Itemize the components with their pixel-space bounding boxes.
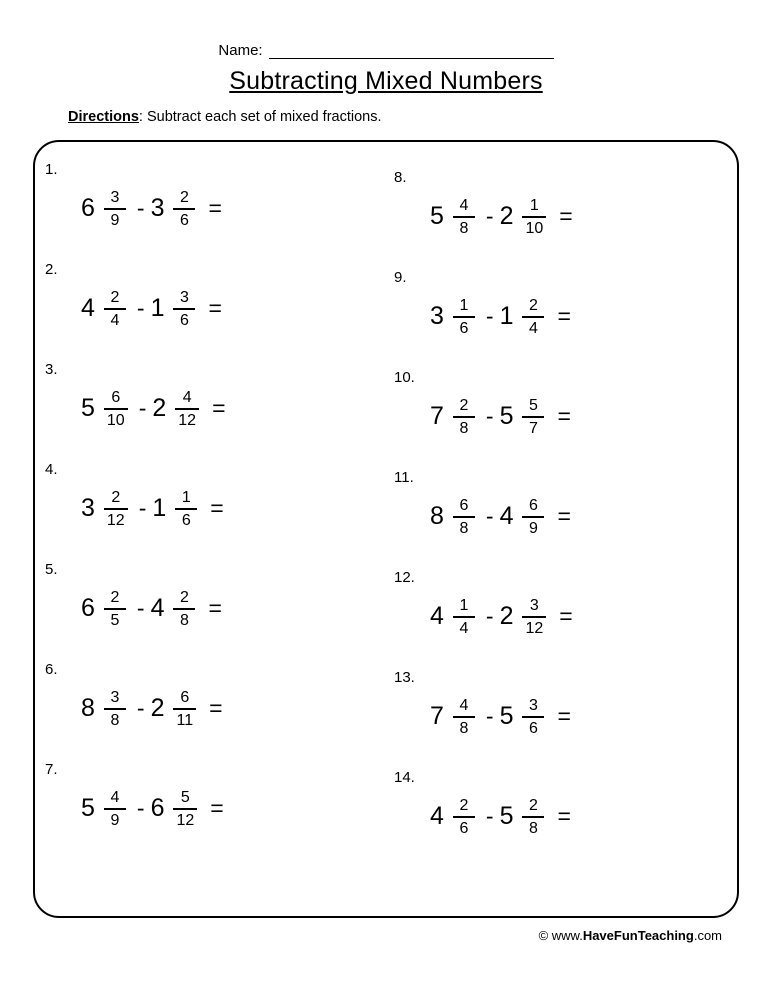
whole-number-1: 4: [81, 294, 95, 322]
problem-number: 4.: [45, 461, 58, 478]
problem-expression: [79, 387, 226, 429]
minus-sign: -: [485, 203, 494, 229]
problem-expression: [428, 295, 571, 337]
fraction-bar: [453, 416, 475, 418]
whole-number-1: 4: [430, 802, 444, 830]
problem-11: [394, 458, 739, 558]
problem-12: [394, 558, 739, 658]
denominator: 4: [110, 311, 120, 329]
problem-number: 12.: [394, 569, 415, 586]
equals-sign: =: [557, 303, 571, 329]
problem-expression: [428, 695, 571, 737]
denominator: 9: [110, 811, 120, 829]
numerator: 3: [110, 189, 120, 207]
equals-sign: =: [208, 595, 222, 621]
fraction-1: [104, 388, 128, 430]
denominator: 5: [110, 611, 120, 629]
whole-number-2: 4: [499, 502, 514, 530]
fraction-bar: [104, 308, 126, 310]
whole-number-2: 4: [150, 594, 165, 622]
fraction-1: [453, 696, 475, 738]
fraction-bar: [173, 708, 196, 710]
whole-number-1: 7: [430, 402, 444, 430]
whole-number-1: 6: [81, 194, 95, 222]
footer-copyright: © www.: [538, 928, 583, 943]
fraction-1: [104, 588, 126, 630]
problem-number: 11.: [394, 469, 414, 486]
problem-number: 1.: [45, 161, 58, 178]
numerator: 2: [180, 189, 189, 207]
denominator: 12: [525, 619, 544, 637]
problem-expression: [79, 587, 222, 629]
fraction-bar: [453, 516, 475, 518]
fraction-bar: [173, 608, 195, 610]
whole-number-2: 1: [499, 302, 514, 330]
fraction-2: [522, 396, 544, 438]
denominator: 8: [180, 611, 189, 629]
whole-number-2: 2: [152, 394, 167, 422]
denominator: 10: [106, 411, 125, 429]
directions-text: : Subtract each set of mixed fractions.: [138, 109, 382, 125]
problem-expression: [79, 787, 224, 829]
problem-7: [45, 750, 386, 850]
minus-sign: -: [136, 595, 145, 621]
problem-number: 8.: [394, 169, 407, 186]
whole-number-1: 5: [430, 202, 444, 230]
numerator: 1: [529, 197, 539, 215]
minus-sign: -: [136, 195, 145, 221]
numerator: 6: [111, 389, 121, 407]
equals-sign: =: [212, 395, 226, 421]
denominator: 6: [181, 511, 191, 529]
fraction-bar: [522, 316, 544, 318]
denominator: 4: [529, 319, 538, 337]
problem-expression: [79, 487, 224, 529]
fraction-bar: [104, 508, 128, 510]
denominator: 7: [529, 419, 538, 437]
problem-expression: [428, 595, 573, 637]
footer-tld: .com: [693, 928, 722, 943]
equals-sign: =: [557, 403, 571, 429]
problem-2: [45, 250, 386, 350]
numerator: 3: [110, 689, 120, 707]
problem-14: [394, 758, 739, 858]
equals-sign: =: [210, 495, 224, 521]
problem-1: [45, 150, 386, 250]
whole-number-2: 5: [499, 802, 514, 830]
denominator: 9: [110, 211, 120, 229]
whole-number-1: 8: [81, 694, 95, 722]
fraction-1: [104, 488, 128, 530]
denominator: 11: [176, 711, 194, 729]
minus-sign: -: [485, 803, 494, 829]
fraction-bar: [522, 516, 544, 518]
equals-sign: =: [208, 195, 222, 221]
numerator: 4: [182, 389, 192, 407]
fraction-bar: [522, 616, 546, 618]
problem-expression: [79, 287, 222, 329]
fraction-1: [104, 788, 126, 830]
fraction-bar: [453, 816, 475, 818]
problem-expression: [428, 795, 571, 837]
whole-number-1: 8: [430, 502, 444, 530]
fraction-1: [104, 188, 126, 230]
fraction-2: [522, 796, 544, 838]
fraction-bar: [453, 316, 475, 318]
numerator: 6: [180, 689, 190, 707]
problem-expression: [79, 687, 223, 729]
numerator: 2: [111, 489, 121, 507]
numerator: 4: [459, 197, 469, 215]
fraction-2: [175, 488, 197, 530]
whole-number-1: 3: [81, 494, 95, 522]
denominator: 8: [459, 419, 469, 437]
fraction-bar: [522, 816, 544, 818]
whole-number-1: 5: [81, 794, 95, 822]
fraction-bar: [104, 808, 126, 810]
problem-number: 9.: [394, 269, 407, 286]
denominator: 12: [176, 811, 195, 829]
numerator: 2: [529, 297, 538, 315]
minus-sign: -: [485, 503, 494, 529]
fraction-bar: [173, 308, 195, 310]
fraction-bar: [453, 216, 475, 218]
whole-number-2: 6: [150, 794, 165, 822]
problem-expression: [79, 187, 222, 229]
denominator: 8: [459, 519, 469, 537]
fraction-bar: [453, 716, 475, 718]
minus-sign: -: [485, 603, 494, 629]
fraction-1: [453, 296, 475, 338]
minus-sign: -: [138, 495, 147, 521]
minus-sign: -: [485, 403, 494, 429]
problem-number: 3.: [45, 361, 58, 378]
equals-sign: =: [210, 795, 224, 821]
fraction-2: [522, 296, 544, 338]
denominator: 6: [459, 819, 469, 837]
denominator: 10: [525, 219, 544, 237]
minus-sign: -: [136, 695, 145, 721]
numerator: 1: [459, 597, 469, 615]
directions: [68, 108, 382, 126]
fraction-bar: [522, 716, 544, 718]
problem-number: 10.: [394, 369, 415, 386]
numerator: 5: [529, 397, 538, 415]
fraction-2: [522, 196, 546, 238]
problems-column-right: [386, 150, 739, 910]
fraction-2: [522, 596, 546, 638]
problem-10: [394, 358, 739, 458]
fraction-2: [173, 188, 195, 230]
problem-expression: [428, 195, 573, 237]
minus-sign: -: [136, 295, 145, 321]
problem-number: 13.: [394, 669, 415, 686]
minus-sign: -: [138, 395, 147, 421]
numerator: 6: [459, 497, 469, 515]
fraction-bar: [173, 208, 195, 210]
denominator: 6: [180, 311, 189, 329]
denominator: 8: [459, 219, 469, 237]
fraction-2: [173, 588, 195, 630]
denominator: 4: [459, 619, 469, 637]
whole-number-1: 7: [430, 702, 444, 730]
whole-number-2: 3: [150, 194, 165, 222]
denominator: 12: [106, 511, 125, 529]
whole-number-2: 2: [150, 694, 165, 722]
fraction-bar: [453, 616, 475, 618]
numerator: 4: [110, 789, 120, 807]
whole-number-1: 3: [430, 302, 444, 330]
minus-sign: -: [485, 703, 494, 729]
denominator: 9: [529, 519, 538, 537]
numerator: 3: [529, 597, 539, 615]
equals-sign: =: [557, 803, 571, 829]
fraction-2: [522, 696, 544, 738]
name-row: [0, 42, 772, 59]
equals-sign: =: [557, 503, 571, 529]
fraction-2: [173, 788, 197, 830]
fraction-1: [453, 596, 475, 638]
numerator: 1: [181, 489, 191, 507]
problem-expression: [428, 495, 571, 537]
equals-sign: =: [559, 203, 573, 229]
whole-number-2: 1: [152, 494, 167, 522]
denominator: 6: [459, 319, 469, 337]
fraction-1: [453, 196, 475, 238]
problem-number: 7.: [45, 761, 58, 778]
problem-8: [394, 158, 739, 258]
problem-9: [394, 258, 739, 358]
denominator: 12: [178, 411, 197, 429]
fraction-bar: [175, 408, 199, 410]
problem-3: [45, 350, 386, 450]
fraction-bar: [104, 608, 126, 610]
fraction-bar: [173, 808, 197, 810]
numerator: 5: [180, 789, 190, 807]
problem-13: [394, 658, 739, 758]
equals-sign: =: [559, 603, 573, 629]
name-label: Name:: [218, 42, 263, 59]
numerator: 2: [180, 589, 189, 607]
numerator: 2: [529, 797, 538, 815]
minus-sign: -: [136, 795, 145, 821]
numerator: 1: [459, 297, 469, 315]
numerator: 4: [459, 697, 469, 715]
footer-credit: [0, 928, 772, 944]
numerator: 6: [529, 497, 538, 515]
problem-number: 5.: [45, 561, 58, 578]
minus-sign: -: [485, 303, 494, 329]
whole-number-2: 5: [499, 702, 514, 730]
fraction-bar: [522, 216, 546, 218]
fraction-bar: [104, 708, 126, 710]
fraction-bar: [522, 416, 544, 418]
whole-number-2: 1: [150, 294, 165, 322]
fraction-2: [173, 688, 196, 730]
whole-number-2: 5: [499, 402, 514, 430]
numerator: 2: [459, 397, 469, 415]
equals-sign: =: [208, 295, 222, 321]
denominator: 8: [110, 711, 120, 729]
fraction-2: [175, 388, 199, 430]
page-title: Subtracting Mixed Numbers: [229, 67, 543, 95]
denominator: 8: [459, 719, 469, 737]
problem-number: 14.: [394, 769, 415, 786]
denominator: 8: [529, 819, 538, 837]
directions-label: Directions: [68, 109, 139, 125]
problem-6: [45, 650, 386, 750]
denominator: 6: [180, 211, 189, 229]
fraction-bar: [104, 408, 128, 410]
numerator: 2: [110, 289, 120, 307]
numerator: 3: [180, 289, 189, 307]
fraction-1: [104, 688, 126, 730]
name-write-line[interactable]: [269, 42, 554, 59]
fraction-1: [453, 796, 475, 838]
problem-expression: [428, 395, 571, 437]
whole-number-1: 5: [81, 394, 95, 422]
fraction-1: [453, 496, 475, 538]
problem-4: [45, 450, 386, 550]
numerator: 2: [110, 589, 120, 607]
equals-sign: =: [557, 703, 571, 729]
numerator: 2: [459, 797, 469, 815]
numerator: 3: [529, 697, 538, 715]
problem-number: 2.: [45, 261, 58, 278]
fraction-1: [104, 288, 126, 330]
fraction-2: [522, 496, 544, 538]
fraction-bar: [175, 508, 197, 510]
whole-number-1: 6: [81, 594, 95, 622]
footer-brand: HaveFunTeaching: [582, 928, 694, 943]
fraction-2: [173, 288, 195, 330]
problem-5: [45, 550, 386, 650]
whole-number-2: 2: [499, 202, 514, 230]
problems-column-left: [33, 150, 386, 910]
denominator: 6: [529, 719, 538, 737]
fraction-bar: [104, 208, 126, 210]
problems-columns: [33, 150, 739, 910]
problem-number: 6.: [45, 661, 58, 678]
fraction-1: [453, 396, 475, 438]
whole-number-1: 4: [430, 602, 444, 630]
equals-sign: =: [209, 695, 223, 721]
whole-number-2: 2: [499, 602, 514, 630]
